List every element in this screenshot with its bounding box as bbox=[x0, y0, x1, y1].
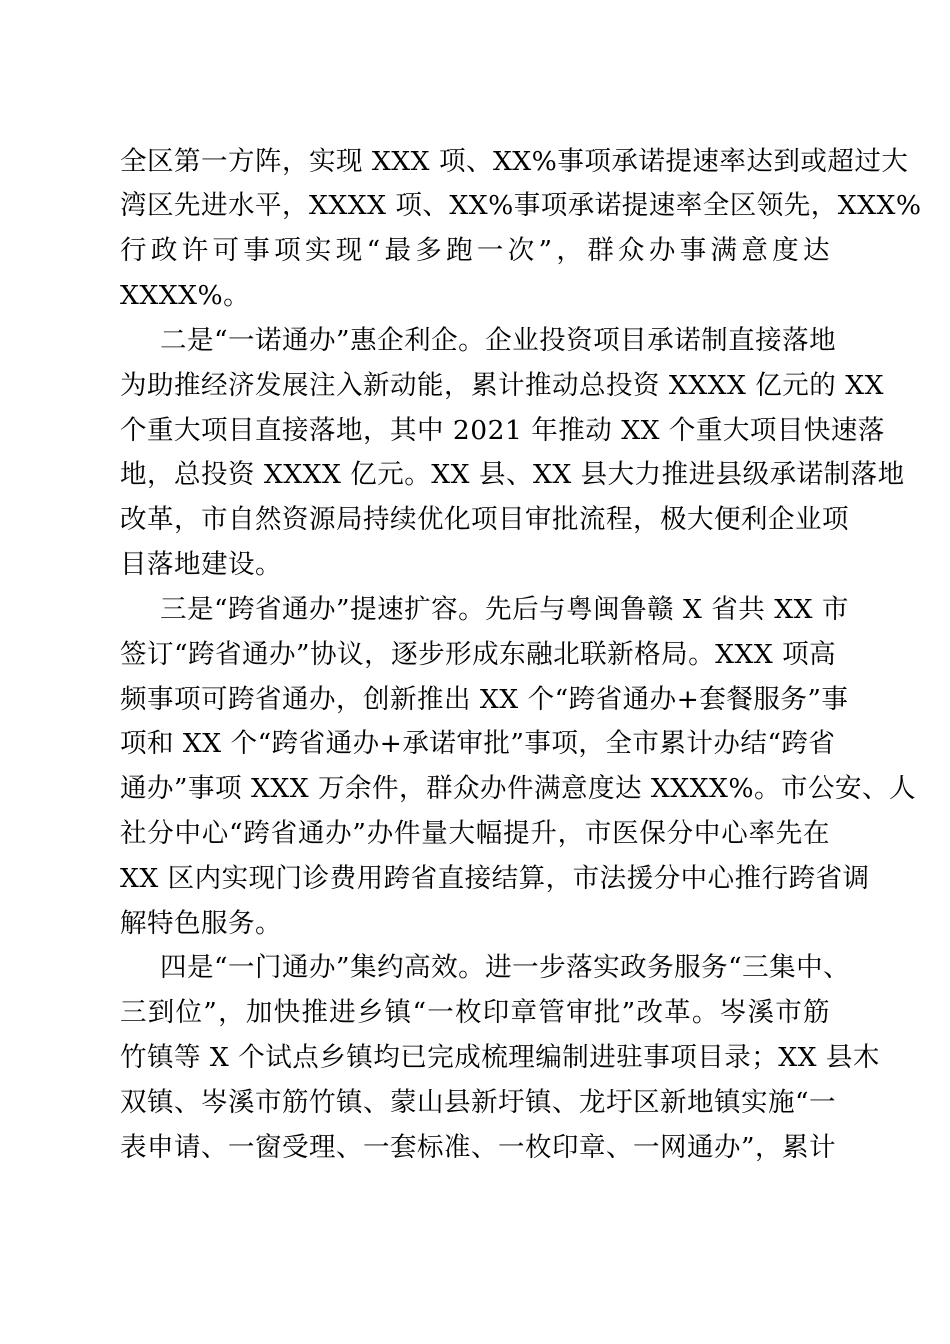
text-line-2: 湾区先进水平，XXXX 项、XX%事项承诺提速率全区领先，XXX% bbox=[120, 190, 922, 221]
paragraph-4-line-4: 双镇、岑溪市筋竹镇、蒙山县新圩镇、龙圩区新地镇实施“一 bbox=[120, 1087, 837, 1118]
paragraph-3-line-4: 项和 XX 个“跨省通办+承诺审批”事项，全市累计办结“跨省 bbox=[120, 728, 836, 759]
paragraph-3-line-3: 频事项可跨省通办，创新推出 XX 个“跨省通办+套餐服务”事 bbox=[120, 684, 849, 715]
paragraph-4-line-5: 表申请、一窗受理、一套标准、一枚印章、一网通办”，累计 bbox=[120, 1132, 837, 1163]
paragraph-3-line-1: 三是“跨省通办”提速扩容。先后与粤闽鲁赣 X 省共 XX 市 bbox=[160, 594, 849, 625]
paragraph-3-line-5: 通办”事项 XXX 万余件，群众办件满意度达 XXXX%。市公安、人 bbox=[120, 773, 917, 804]
paragraph-2-line-1: 二是“一诺通办”惠企利企。企业投资项目承诺制直接落地 bbox=[160, 325, 837, 356]
paragraph-2-line-5: 改革，市自然资源局持续优化项目审批流程，极大便利企业项 bbox=[120, 504, 849, 535]
text-line-3: 行政许可事项实现“最多跑一次”，群众办事满意度达 bbox=[120, 235, 830, 266]
paragraph-2-line-4: 地，总投资 XXXX 亿元。XX 县、XX 县大力推进县级承诺制落地 bbox=[120, 459, 905, 490]
paragraph-2-line-2: 为助推经济发展注入新动能，累计推动总投资 XXXX 亿元的 XX bbox=[120, 370, 884, 401]
paragraph-3-line-8: 解特色服务。 bbox=[120, 908, 282, 939]
paragraph-3-line-2: 签订“跨省通办”协议，逐步形成东融北联新格局。XXX 项高 bbox=[120, 639, 837, 670]
paragraph-4-line-1: 四是“一门通办”集约高效。进一步落实政务服务“三集中、 bbox=[160, 952, 851, 983]
text-line-4: XXXX%。 bbox=[120, 280, 251, 311]
paragraph-4-line-3: 竹镇等 X 个试点乡镇均已完成梳理编制进驻事项目录；XX 县木 bbox=[120, 1042, 880, 1073]
paragraph-3-line-7: XX 区内实现门诊费用跨省直接结算，市法援分中心推行跨省调 bbox=[120, 863, 870, 894]
text-line-1: 全区第一方阵，实现 XXX 项、XX%事项承诺提速率达到或超过大 bbox=[120, 146, 909, 177]
paragraph-2-line-6: 目落地建设。 bbox=[120, 549, 282, 580]
paragraph-4-line-2: 三到位”，加快推进乡镇“一枚印章管审批”改革。岑溪市筋 bbox=[120, 997, 830, 1028]
paragraph-2-line-3: 个重大项目直接落地，其中 2021 年推动 XX 个重大项目快速落 bbox=[120, 415, 885, 446]
paragraph-3-line-6: 社分中心“跨省通办”办件量大幅提升，市医保分中心率先在 bbox=[120, 818, 830, 849]
